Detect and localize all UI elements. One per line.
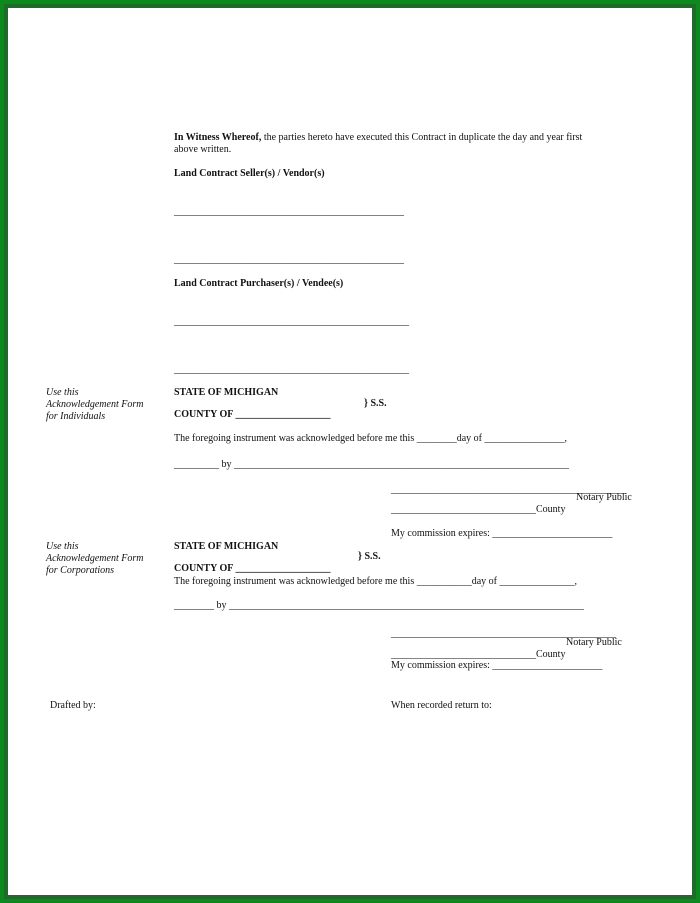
witness-text-continued: above written. [174, 144, 232, 155]
corporations-county [174, 563, 330, 575]
witness-text: the parties hereto have executed this Contract in duplicate the day and year first [261, 132, 583, 143]
witness-paragraph [174, 132, 582, 144]
individuals-county-text: COUNTY OF ___________________ [174, 409, 331, 420]
seller-signature-line: ______________________________________________ [174, 206, 404, 217]
corporations-county-text: COUNTY OF ___________________ [174, 563, 331, 574]
individuals-by-line: _________ by ___________________________________________________________________ [174, 459, 569, 470]
witness-lead: In Witness Whereof, [174, 132, 262, 143]
individuals-county-line: _____________________________County [391, 504, 566, 515]
corporations-note: for Corporations [46, 565, 115, 576]
individuals-note: Acknowledgement Form [46, 399, 144, 410]
corporations-ss: } S.S. [358, 551, 381, 562]
individuals-note: for Individuals [46, 411, 106, 422]
corporations-acknowledgement: The foregoing instrument was acknowledged before me this ___________day of _______________, [174, 576, 577, 587]
return-to-label: When recorded return to: [391, 700, 492, 711]
corporations-county-line: _____________________________County [391, 649, 566, 660]
corporations-state: STATE OF MICHIGAN [174, 541, 279, 552]
individuals-county [174, 409, 330, 421]
corporations-commission: My commission expires: ______________________ [391, 660, 603, 671]
corporations-note: Use this [46, 541, 79, 552]
corporations-notary-signature-line: _____________________________________________ [391, 628, 616, 639]
corporations-note: Acknowledgement Form [46, 553, 144, 564]
individuals-acknowledgement: The foregoing instrument was acknowledged before me this ________day of ________________, [174, 433, 567, 444]
individuals-note: Use this [46, 387, 79, 398]
purchaser-signature-line: _______________________________________________ [174, 316, 409, 327]
corporations-by-line: ________ by _______________________________________________________________________ [174, 600, 584, 611]
individuals-notary-signature-line: _______________________________________________ [391, 484, 626, 495]
individuals-ss: } S.S. [364, 398, 387, 409]
document-page [8, 8, 692, 895]
individuals-commission: My commission expires: ________________________ [391, 528, 613, 539]
individuals-state: STATE OF MICHIGAN [174, 387, 279, 398]
purchasers-heading: Land Contract Purchaser(s) / Vendee(s) [174, 278, 344, 289]
sellers-heading: Land Contract Seller(s) / Vendor(s) [174, 168, 325, 179]
corporations-notary-label: Notary Public [566, 637, 622, 648]
drafted-by-label: Drafted by: [50, 700, 96, 711]
seller-signature-line: ______________________________________________ [174, 254, 404, 265]
individuals-notary-label: Notary Public [576, 492, 632, 503]
purchaser-signature-line: _______________________________________________ [174, 364, 409, 375]
